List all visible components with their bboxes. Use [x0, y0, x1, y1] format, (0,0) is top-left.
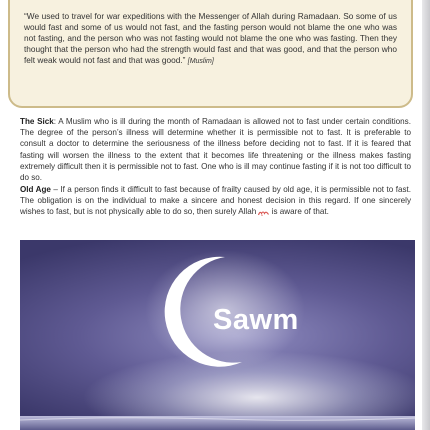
page-gutter: [422, 0, 430, 430]
crescent-night-banner: [20, 240, 415, 430]
hadith-quote: [24, 11, 397, 67]
honorific-glyph-icon: [258, 208, 269, 214]
hadith-quote-box: [8, 0, 413, 108]
text-old-age-before: – If a person finds it difficult to fast because of frailty caused by old age, it is permissible not to fast. The obligation is on the individual to make a sincere and honest decision in this regard. If one sincerely wishes to fast, but is not physically able to do so, then surely Allah: [20, 185, 411, 217]
hadith-source: [Muslim]: [187, 58, 214, 66]
banner-title-sawm: Sawm: [213, 304, 299, 336]
hadith-quote-text: “We used to travel for war expeditions with the Messenger of Allah during Ramadaan. So some of us would fast and some of us would not fast, and the fasting person would not blame the one who was not fasting, and the person who was not fasting would not blame the one who was fasting. Then they thought that the person who had the strength would fast and that was good, and that the person who felt weak would not fast and that was good.”: [24, 11, 397, 66]
heading-old-age: Old Age: [20, 185, 51, 194]
paragraph-the-sick: [20, 116, 411, 183]
text-the-sick: : A Muslim who is ill during the month of Ramadaan is allowed not to fast under certain conditions. The degree of the person’s illness will determine whether it is permissible not to fast. It is preferable to consult a doctor to determine the seriousness of the illness before deciding not to fast. If it is feared that fasting will worsen the illness to the extent that it becomes life threatening or the illness makes fasting extremely difficult then it is permissible not to fast. One who is ill may continue fasting if it is not too difficult to do so.: [20, 117, 411, 183]
text-old-age-after: is aware of that.: [269, 207, 329, 217]
heading-the-sick: The Sick: [20, 117, 54, 126]
paragraph-old-age: [20, 184, 411, 218]
